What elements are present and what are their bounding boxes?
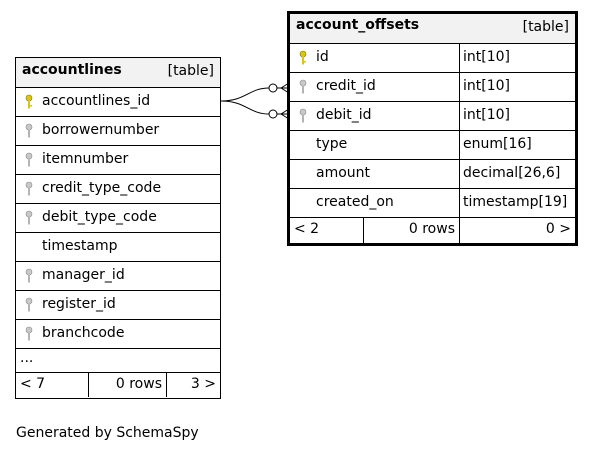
column-name: credit_type_code [42,180,162,196]
optional-end-circle [269,84,277,92]
relationship-edge [221,101,269,114]
row-count: 0 rows [408,221,455,237]
column-type: decimal[26,6] [463,165,561,181]
relationship-edge [221,88,269,101]
parents-count: < 2 [294,221,320,237]
column-name: credit_id [316,78,376,94]
relationship-credit-id[interactable] [221,83,289,101]
relationship-debit-id[interactable] [221,101,289,119]
crows-foot [277,109,289,119]
column-name: debit_id [316,107,372,123]
optional-end-circle [269,110,277,118]
more-columns-ellipsis: ... [20,350,34,366]
column-type: timestamp[19] [463,194,568,210]
column-name: manager_id [42,267,125,283]
table-name: accountlines [22,62,122,78]
table-kind: [table] [522,19,569,35]
column-type: int[10] [463,107,510,123]
generated-by-label: Generated by SchemaSpy [16,425,199,441]
column-name: timestamp [42,238,118,254]
children-count: 0 > [545,221,571,237]
column-name: debit_type_code [42,209,157,225]
column-type: int[10] [463,49,510,65]
parents-count: < 7 [20,376,46,392]
crows-foot [277,83,289,93]
column-type: int[10] [463,78,510,94]
children-count: 3 > [190,376,216,392]
column-type: enum[16] [463,136,532,152]
row-count: 0 rows [115,376,162,392]
column-name: id [316,49,329,65]
column-name: register_id [42,296,116,312]
table-kind: [table] [167,63,214,79]
column-name: branchcode [42,325,125,341]
table-name: account_offsets [296,17,420,33]
column-name: accountlines_id [42,93,151,109]
column-name: borrowernumber [42,122,160,138]
column-name: type [316,136,348,152]
column-name: created_on [316,194,394,210]
column-name: itemnumber [42,151,129,167]
column-name: amount [316,165,371,181]
